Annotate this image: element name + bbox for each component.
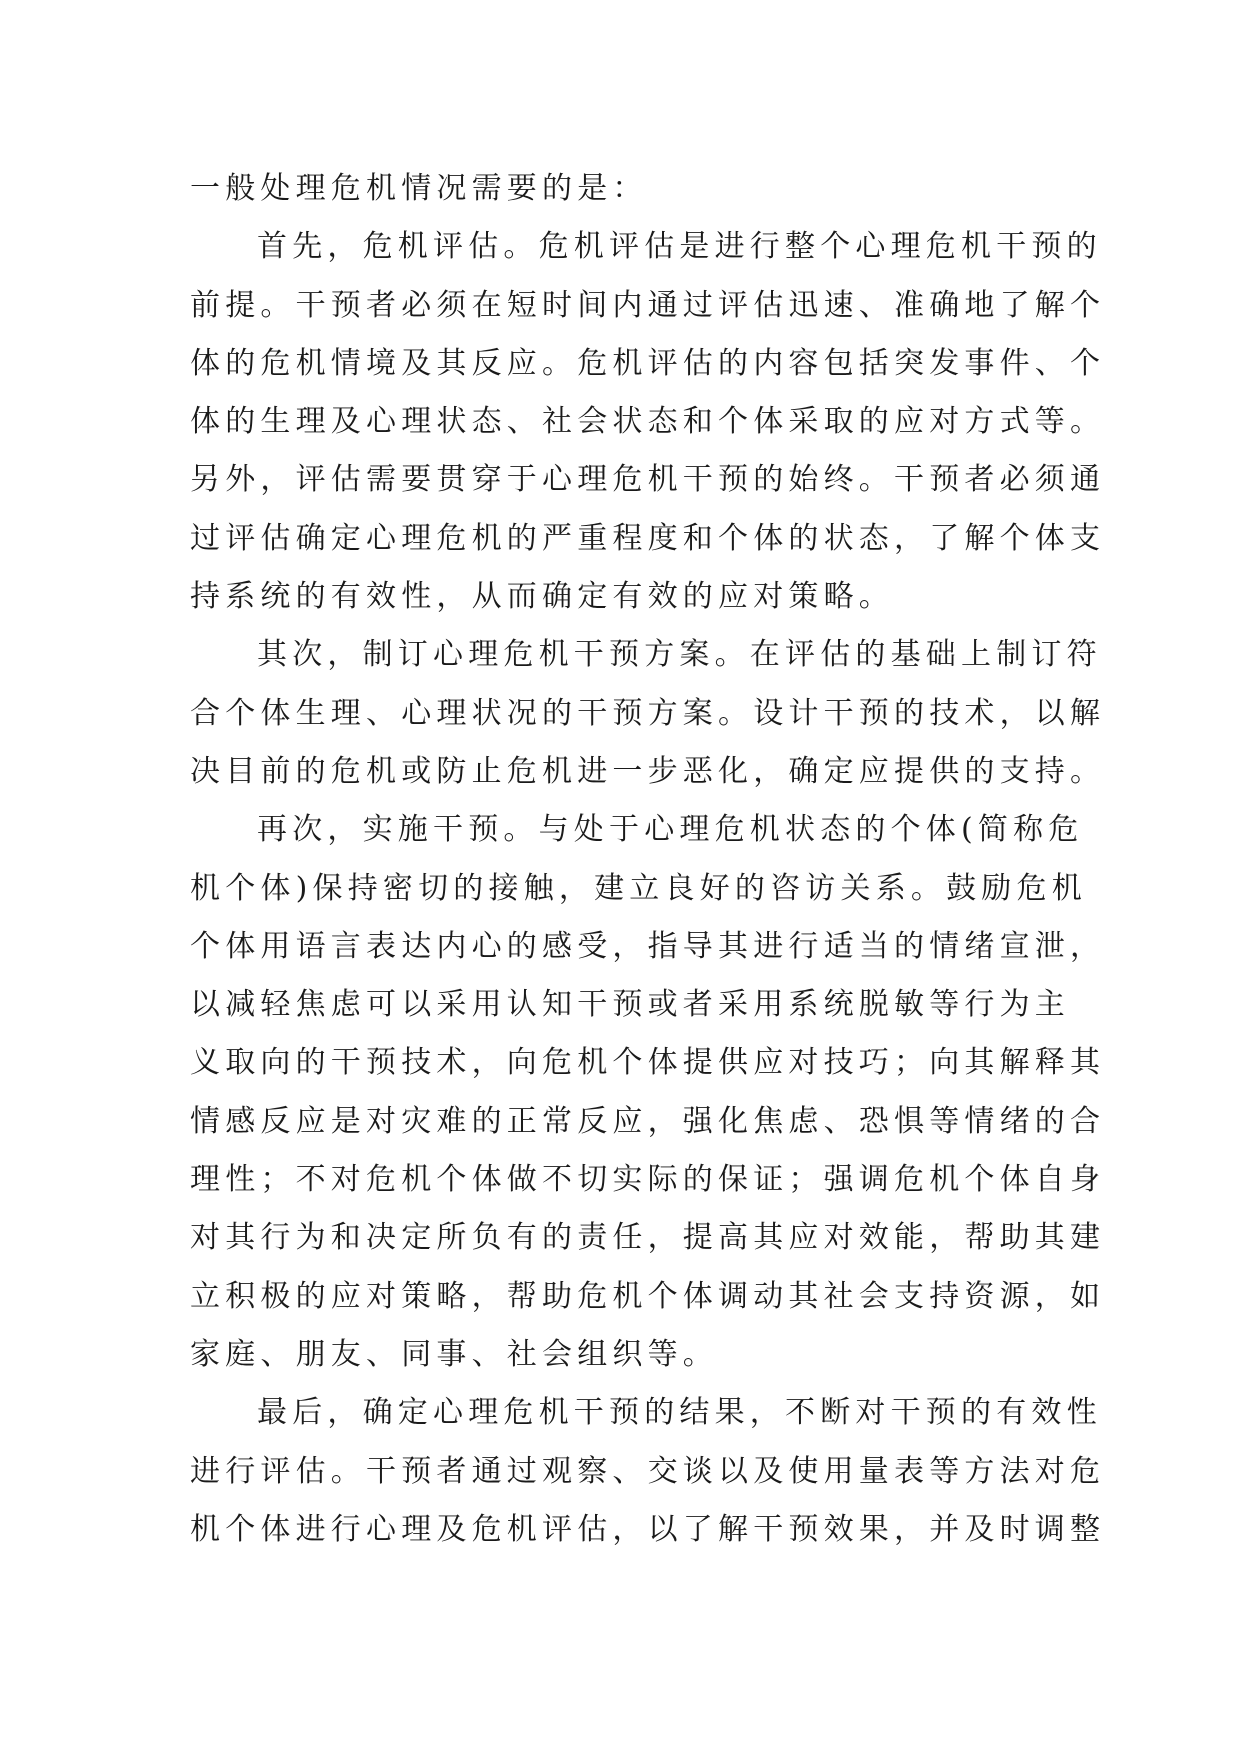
text-line: 体的生理及心理状态、社会状态和个体采取的应对方式等。 — [190, 404, 1106, 440]
text-line: 对其行为和决定所负有的责任，提高其应对效能，帮助其建 — [190, 1220, 1106, 1256]
text-line: 最后，确定心理危机干预的结果，不断对干预的有效性 — [257, 1395, 1102, 1431]
paragraph-step-4-evaluation — [190, 1384, 1106, 1559]
text-line: 个体用语言表达内心的感受，指导其进行适当的情绪宣泄， — [190, 928, 1106, 964]
text-line: 机个体)保持密切的接触，建立良好的咨访关系。鼓励危机 — [190, 870, 1087, 906]
text-line: 前提。干预者必须在短时间内通过评估迅速、准确地了解个 — [190, 287, 1106, 323]
text-line: 体的危机情境及其反应。危机评估的内容包括突发事件、个 — [190, 345, 1106, 381]
text-line: 立积极的应对策略，帮助危机个体调动其社会支持资源，如 — [190, 1278, 1106, 1314]
paragraph-step-3-intervention — [190, 801, 1106, 1384]
text-line: 合个体生理、心理状况的干预方案。设计干预的技术，以解 — [190, 695, 1106, 731]
text-line: 再次，实施干预。与处于心理危机状态的个体(简称危 — [257, 812, 1084, 848]
text-line: 家庭、朋友、同事、社会组织等。 — [190, 1336, 718, 1372]
text-line: 持系统的有效性，从而确定有效的应对策略。 — [190, 579, 894, 615]
text-line: 机个体进行心理及危机评估，以了解干预效果，并及时调整 — [190, 1511, 1106, 1547]
paragraph-step-2-plan — [190, 626, 1106, 801]
text-line: 首先，危机评估。危机评估是进行整个心理危机干预的 — [257, 229, 1102, 265]
document-body — [190, 160, 1106, 1559]
text-line: 其次，制订心理危机干预方案。在评估的基础上制订符 — [257, 637, 1102, 673]
text-line: 以减轻焦虑可以采用认知干预或者采用系统脱敏等行为主 — [190, 987, 1070, 1023]
paragraph-list — [190, 218, 1106, 1559]
intro-line: 一般处理危机情况需要的是： — [190, 171, 648, 206]
text-line: 过评估确定心理危机的严重程度和个体的状态，了解个体支 — [190, 520, 1106, 556]
text-line: 另外，评估需要贯穿于心理危机干预的始终。干预者必须通 — [190, 462, 1106, 498]
text-line: 理性；不对危机个体做不切实际的保证；强调危机个体自身 — [190, 1162, 1106, 1198]
text-line: 情感反应是对灾难的正常反应，强化焦虑、恐惧等情绪的合 — [190, 1103, 1106, 1139]
text-line: 决目前的危机或防止危机进一步恶化，确定应提供的支持。 — [190, 753, 1106, 789]
paragraph-step-1-assessment — [190, 218, 1106, 626]
text-line: 进行评估。干预者通过观察、交谈以及使用量表等方法对危 — [190, 1453, 1106, 1489]
text-line: 义取向的干预技术，向危机个体提供应对技巧；向其解释其 — [190, 1045, 1106, 1081]
